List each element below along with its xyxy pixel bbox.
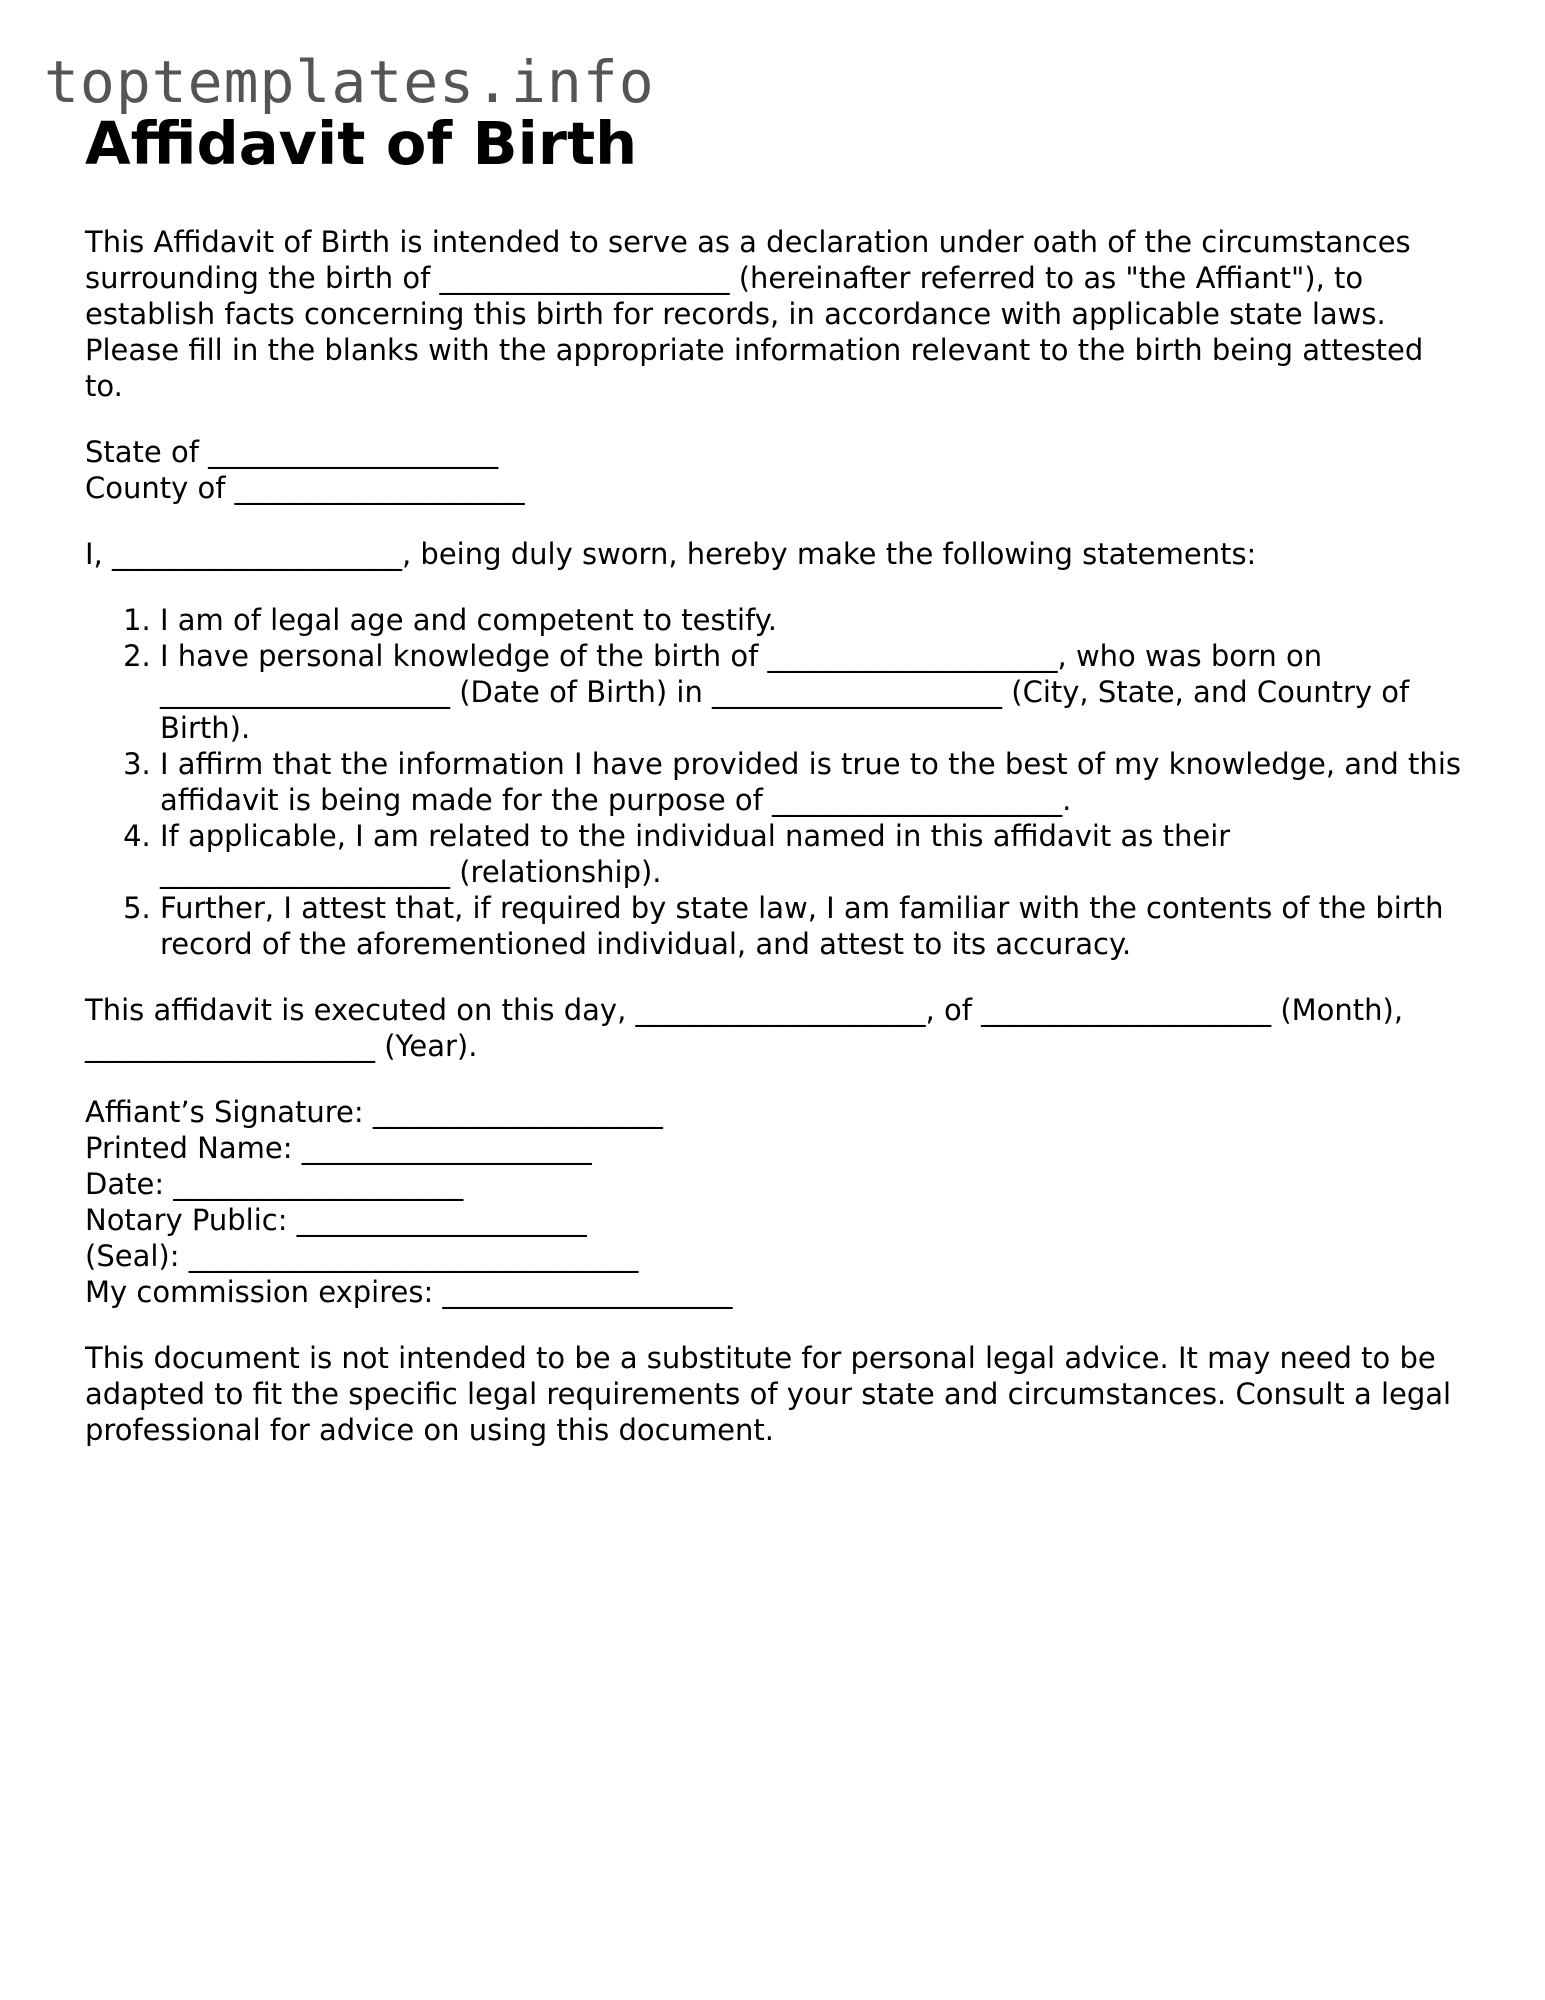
statement-item: 5. Further, I attest that, if required by state law, I am familiar with the contents of the birth record of the aforementioned individual, and attest to its accuracy. (160, 890, 1465, 962)
declarant-statement: I, ____________________, being duly sworn, hereby make the following statements: (85, 537, 1257, 571)
statements-list (85, 602, 1465, 962)
signature-block (85, 1094, 1465, 1310)
notary-public-line: Notary Public: ____________________ (85, 1203, 587, 1237)
watermark-text: toptemplates.info (44, 48, 655, 116)
intro-paragraph: This Affidavit of Birth is intended to serve as a declaration under oath of the circumstances surrounding the birth of ____________________ (hereinafter referred to as "the Affiant"), to establish facts concerning this birth for records, in accordance with applicable state laws. Please fill in the blanks with the appropriate information relevant to the birth being attested to. (85, 225, 1424, 403)
date-line: Date: ____________________ (85, 1167, 464, 1201)
document-title: Affidavit of Birth (85, 109, 638, 178)
affiant-signature-line: Affiant’s Signature: ____________________ (85, 1095, 663, 1129)
county-line: County of ____________________ (85, 471, 525, 505)
statement-item: 2. I have personal knowledge of the birth of ____________________, who was born on ____________________ (Date of Birth) in ____________________ (City, State, and Country of Birth). (160, 638, 1465, 746)
state-line: State of ____________________ (85, 435, 499, 469)
statement-item: 4. If applicable, I am related to the individual named in this affidavit as their ____________________ (relationship). (160, 818, 1465, 890)
seal-line: (Seal): _______________________________ (85, 1239, 639, 1273)
commission-expires-line: My commission expires: ____________________ (85, 1275, 733, 1309)
jurisdiction-block (85, 434, 1465, 506)
printed-name-line: Printed Name: ____________________ (85, 1131, 592, 1165)
execution-paragraph: This affidavit is executed on this day, ____________________, of ____________________ (Month), ____________________ (Year). (85, 993, 1404, 1063)
document-body (85, 108, 1465, 1448)
disclaimer-paragraph: This document is not intended to be a substitute for personal legal advice. It may need to be adapted to fit the specific legal requirements of your state and circumstances. Consult a legal professional for advice on using this document. (85, 1341, 1452, 1447)
statement-item: 1. I am of legal age and competent to testify. (160, 602, 1465, 638)
statement-item: 3. I affirm that the information I have provided is true to the best of my knowledge, and this affidavit is being made for the purpose of ____________________. (160, 746, 1465, 818)
